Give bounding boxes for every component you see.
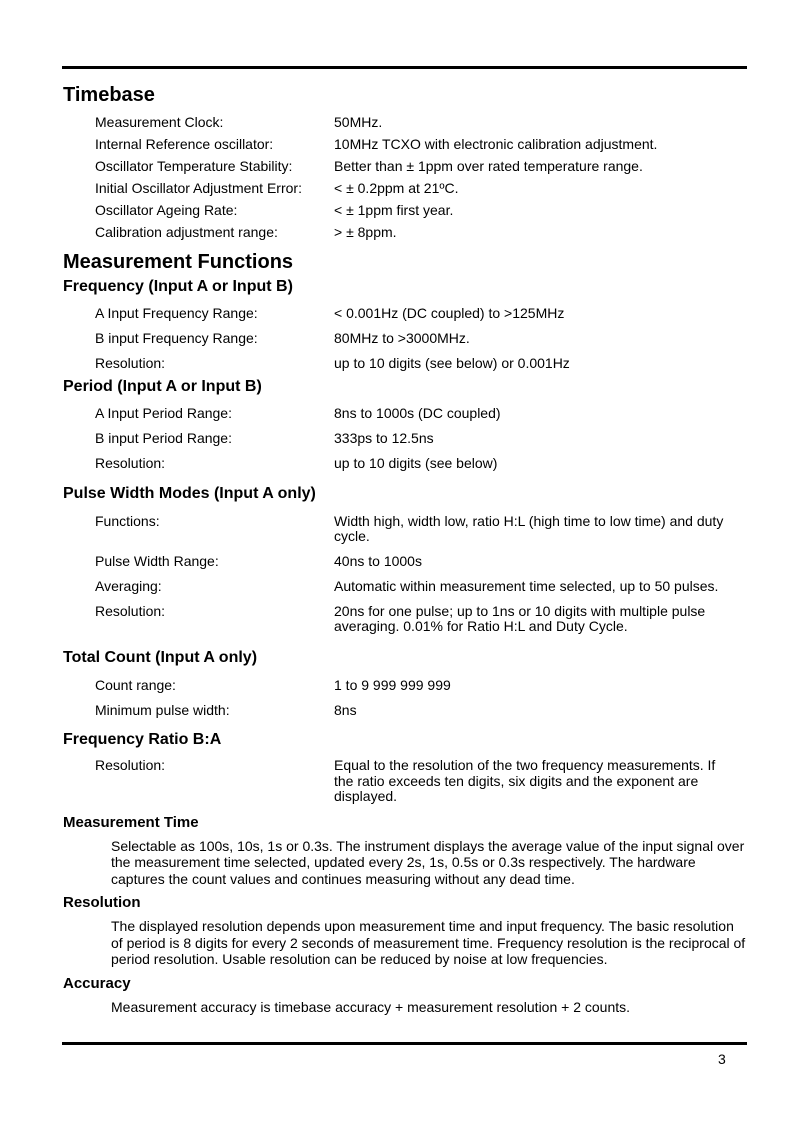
timebase-table (63, 115, 747, 241)
spec-row (63, 181, 747, 197)
spec-label: Internal Reference oscillator: (95, 136, 274, 152)
spec-row (63, 406, 747, 422)
spec-label: Resolution: (95, 455, 166, 471)
spec-value: 80MHz to >3000MHz. (334, 329, 470, 346)
spec-label: Calibration adjustment range: (95, 224, 278, 240)
frequency-heading: Frequency (Input A or Input B) (63, 277, 293, 295)
page-number: 3 (718, 1051, 726, 1067)
spec-row (63, 225, 747, 241)
measurement-time-heading: Measurement Time (63, 813, 199, 831)
spec-value: up to 10 digits (see below) or 0.001Hz (334, 354, 570, 371)
measurement-time-text: Selectable as 100s, 10s, 1s or 0.3s. The instrument displays the average value of the input signal over the measurement time selected, updated every 2s, 1s, 0.5s or 0.3s respectively. The hardware captures the count values and continues measuring without any dead time. (111, 837, 745, 887)
frequency-ratio-heading: Frequency Ratio B:A (63, 731, 222, 748)
spec-value: Better than ± 1ppm over rated temperature range. (334, 158, 643, 174)
period-table (63, 406, 747, 472)
spec-label: Functions: (95, 512, 160, 529)
spec-value: > ± 8ppm. (334, 224, 397, 240)
frequency-ratio-table (63, 758, 747, 805)
spec-row (63, 137, 747, 153)
total-count-table (63, 678, 747, 719)
spec-value: up to 10 digits (see below) (334, 455, 498, 471)
spec-value: < ± 0.2ppm at 21ºC. (334, 180, 459, 196)
accuracy-heading: Accuracy (63, 974, 131, 992)
spec-value: < 0.001Hz (DC coupled) to >125MHz (334, 304, 565, 321)
spec-label: Measurement Clock: (95, 114, 224, 130)
spec-row (63, 678, 747, 694)
spec-row (63, 306, 747, 322)
spec-row (63, 331, 747, 347)
bottom-rule (62, 1042, 747, 1045)
spec-row (63, 431, 747, 447)
spec-value: 8ns to 1000s (DC coupled) (334, 405, 501, 421)
spec-row (63, 703, 747, 719)
spec-label: Count range: (95, 676, 176, 693)
spec-row (63, 356, 747, 372)
spec-label: Minimum pulse width: (95, 701, 230, 718)
pulse-width-heading: Pulse Width Modes (Input A only) (63, 484, 316, 502)
spec-row (63, 554, 747, 570)
spec-value: 50MHz. (334, 114, 383, 130)
spec-value: Equal to the resolution of the two frequency measurements. If the ratio exceeds ten digits, six digits and the exponent are displayed. (334, 757, 716, 804)
spec-row (63, 604, 747, 635)
resolution-heading: Resolution (63, 894, 141, 911)
resolution-text: The displayed resolution depends upon measurement time and input frequency. The basic resolution of period is 8 digits for every 2 seconds of measurement time. Frequency resolution is the reciprocal of period resolution. Usable resolution can be reduced by noise at low frequencies. (111, 918, 746, 967)
spec-value: Automatic within measurement time selected, up to 50 pulses. (334, 577, 719, 594)
spec-label: Resolution: (95, 602, 166, 619)
frequency-table (63, 306, 747, 372)
spec-row (63, 456, 747, 472)
spec-row (63, 758, 747, 805)
spec-label: B input Frequency Range: (95, 329, 258, 346)
spec-value: < ± 1ppm first year. (334, 202, 454, 218)
pulse-width-table (63, 514, 747, 635)
spec-label: B input Period Range: (95, 430, 232, 446)
top-rule (62, 66, 747, 69)
spec-value: 8ns (334, 701, 357, 718)
spec-value: 40ns to 1000s (334, 552, 422, 569)
spec-label: Resolution: (95, 757, 166, 773)
spec-label: Oscillator Temperature Stability: (95, 158, 293, 174)
spec-value: 10MHz TCXO with electronic calibration adjustment. (334, 136, 658, 152)
spec-label: Averaging: (95, 577, 162, 594)
spec-value: Width high, width low, ratio H:L (high time to low time) and duty cycle. (334, 512, 724, 544)
period-heading: Period (Input A or Input B) (63, 378, 262, 395)
page-content (63, 83, 747, 1015)
spec-row (63, 115, 747, 131)
spec-label: A Input Frequency Range: (95, 304, 258, 321)
spec-label: Initial Oscillator Adjustment Error: (95, 180, 302, 196)
spec-row (63, 579, 747, 595)
spec-value: 333ps to 12.5ns (334, 430, 434, 446)
measurement-functions-heading: Measurement Functions (63, 250, 294, 273)
accuracy-text: Measurement accuracy is timebase accuracy + measurement resolution + 2 counts. (111, 998, 631, 1015)
spec-label: Pulse Width Range: (95, 552, 219, 569)
total-count-heading: Total Count (Input A only) (63, 648, 258, 666)
timebase-heading: Timebase (63, 84, 155, 106)
spec-label: A Input Period Range: (95, 405, 232, 421)
spec-row (63, 203, 747, 219)
spec-row (63, 159, 747, 175)
spec-value: 20ns for one pulse; up to 1ns or 10 digits with multiple pulse averaging. 0.01% for Ratio H:L and Duty Cycle. (334, 602, 706, 634)
spec-label: Resolution: (95, 354, 166, 371)
spec-label: Oscillator Ageing Rate: (95, 202, 238, 218)
spec-row (63, 514, 747, 545)
spec-value: 1 to 9 999 999 999 (334, 676, 451, 693)
